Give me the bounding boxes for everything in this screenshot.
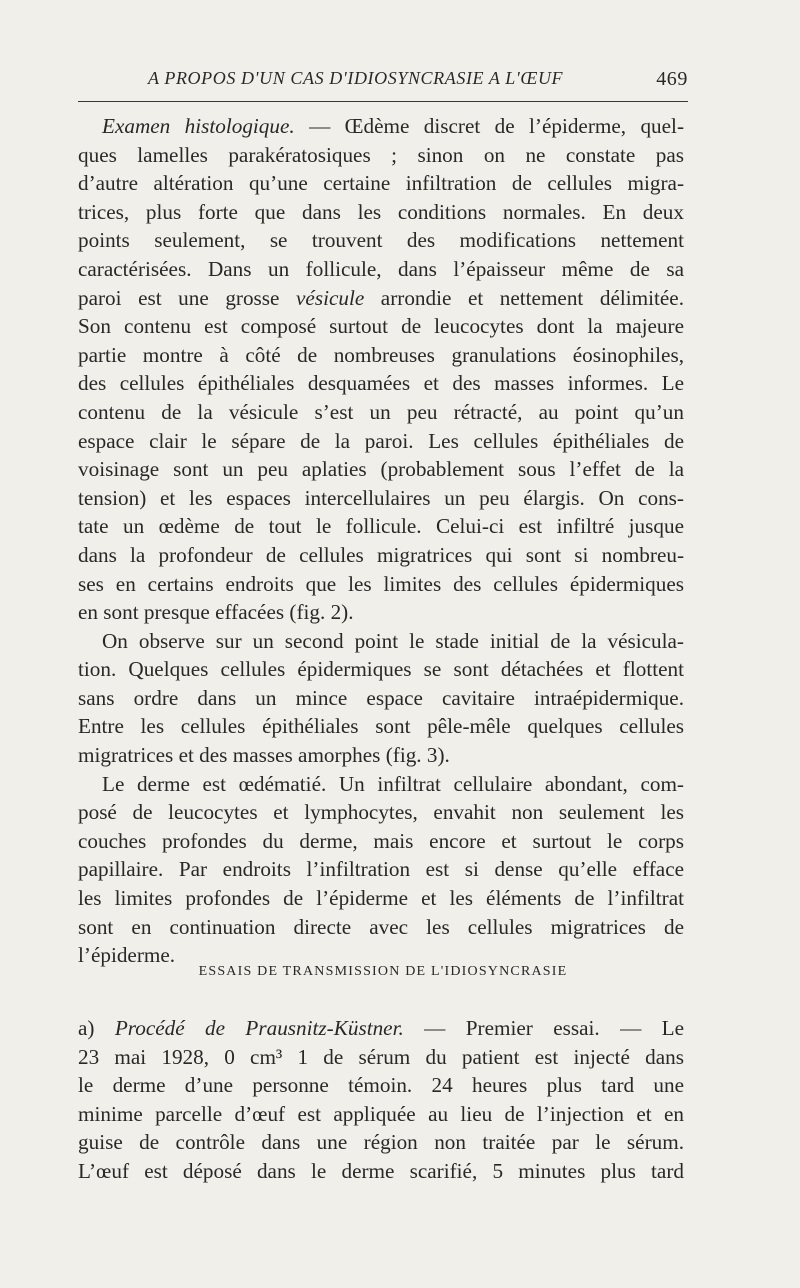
text-line: guise de contrôle dans une région non traitée par le sérum.: [78, 1130, 684, 1155]
procedure-title: Procédé de Prausnitz-Küstner.: [114, 1016, 404, 1040]
page-header: [78, 64, 688, 96]
text-line: Entre les cellules épithéliales sont pêle-mêle quelques cellules: [78, 714, 684, 739]
text-line: On observe sur un second point le stade initial de la vésicula-: [102, 628, 684, 653]
page-number: 469: [656, 68, 688, 90]
section-text: [78, 1014, 684, 1186]
text-line: trices, plus forte que dans les conditions normales. En deux: [78, 199, 684, 224]
text-line: posé de leucocytes et lymphocytes, envahit non seulement les: [78, 800, 684, 825]
text-line: l’épiderme.: [78, 943, 176, 968]
text-line: tate un œdème de tout le follicule. Celui-ci est infiltré jusque: [78, 514, 684, 539]
header-rule: [78, 101, 688, 102]
text-line: tion. Quelques cellules épidermiques se sont détachées et flottent: [78, 657, 684, 682]
text-line: espace clair le sépare de la paroi. Les cellules épithéliales de: [78, 428, 684, 453]
text-line: le derme d’une personne témoin. 24 heures plus tard une: [78, 1073, 684, 1098]
text-line: papillaire. Par endroits l’infiltration est si dense qu’elle efface: [78, 857, 684, 882]
text-line: d’autre altération qu’une certaine infiltration de cellules migra-: [78, 171, 684, 196]
text-line: contenu de la vésicule s’est un peu rétracté, au point qu’un: [78, 399, 684, 424]
text-line: des cellules épithéliales desquamées et des masses informes. Le: [78, 371, 684, 396]
text-line: Examen histologique. — Œdème discret de l’épiderme, quel-: [102, 114, 684, 138]
text-line: caractérisées. Dans un follicule, dans l’épaisseur même de sa: [78, 256, 684, 281]
text-line: dans la profondeur de cellules migratrices qui sont si nombreu-: [78, 542, 684, 567]
text-line: 23 mai 1928, 0 cm³ 1 de sérum du patient est injecté dans: [78, 1044, 684, 1069]
subsection-heading: Examen histologique.: [102, 114, 295, 138]
text-line: voisinage sont un peu aplaties (probablement sous l’effet de la: [78, 457, 684, 482]
section-heading: ESSAIS DE TRANSMISSION DE L'IDIOSYNCRASIE: [198, 964, 568, 979]
text-line: en sont presque effacées (fig. 2).: [78, 600, 354, 625]
text-line: sont en continuation directe avec les cellules migratrices de: [78, 914, 684, 939]
text-line: ques lamelles parakératosiques ; sinon on ne constate pas: [78, 142, 684, 167]
text-line: ses en certains endroits que les limites des cellules épidermiques: [78, 571, 684, 596]
text-line: migratrices et des masses amorphes (fig. 3).: [78, 743, 450, 768]
text-line: a) Procédé de Prausnitz-Küstner. — Premier essai. — Le: [78, 1016, 684, 1040]
text-line: partie montre à côté de nombreuses granulations éosinophiles,: [78, 342, 684, 367]
text-line: Son contenu est composé surtout de leucocytes dont la majeure: [78, 314, 684, 339]
text-line: points seulement, se trouvent des modifications nettement: [78, 228, 684, 253]
body-text: [78, 112, 684, 970]
text-line: sans ordre dans un mince espace cavitaire intraépidermique.: [78, 685, 684, 710]
text-line: minime parcelle d’œuf est appliquée au lieu de l’injection et en: [78, 1101, 684, 1126]
text-line: tension) et les espaces intercellulaires un peu élargis. On cons-: [78, 485, 684, 510]
text-line: les limites profondes de l’épiderme et les éléments de l’infiltrat: [78, 886, 684, 911]
text-line: Le derme est œdématié. Un infiltrat cellulaire abondant, com-: [102, 771, 684, 796]
text-line: L’œuf est déposé dans le derme scarifié, 5 minutes plus tard: [78, 1158, 684, 1183]
text-line: couches profondes du derme, mais encore et surtout le corps: [78, 828, 684, 853]
running-title: A PROPOS D'UN CAS D'IDIOSYNCRASIE A L'ŒUF: [148, 68, 564, 88]
text-line: paroi est une grosse vésicule arrondie et nettement délimitée.: [78, 285, 684, 310]
